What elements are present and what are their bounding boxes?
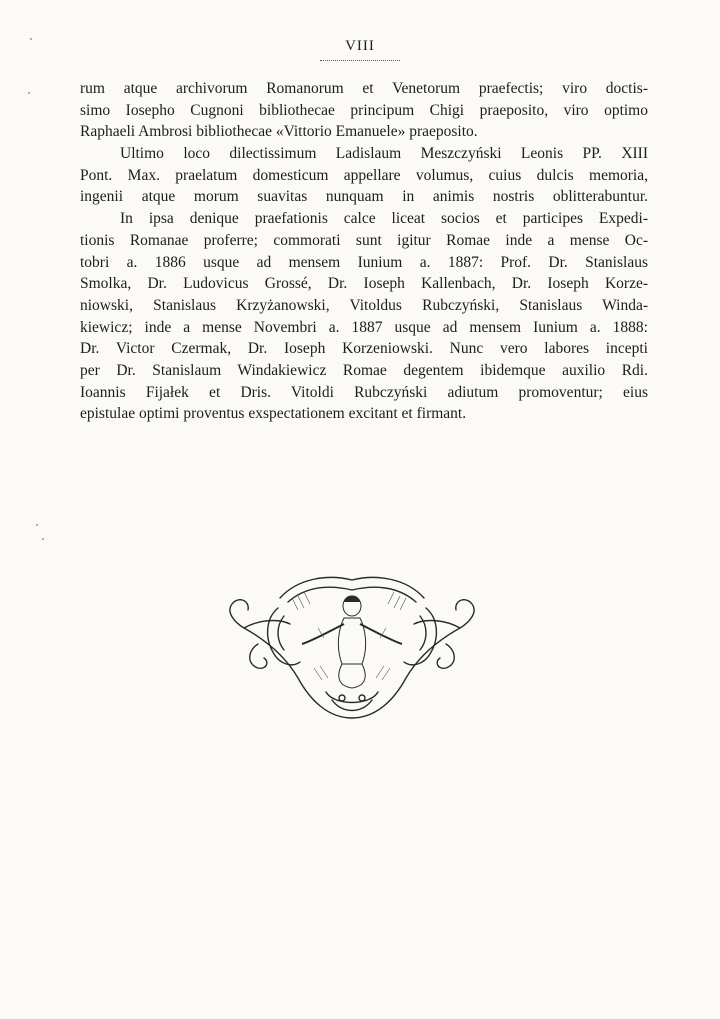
text-line: Dr. Victor Czermak, Dr. Ioseph Korzeniowski. Nunc vero labores incepti — [80, 340, 648, 358]
decorative-vignette-icon — [218, 568, 486, 728]
text-line: Smolka, Dr. Ludovicus Grossé, Dr. Ioseph Kallenbach, Dr. Ioseph Korze- — [80, 275, 648, 293]
text-line: per Dr. Stanislaum Windakiewicz Romae degentem ibidemque auxilio Rdi. — [80, 361, 648, 379]
scan-speck — [36, 524, 38, 526]
text-line: Raphaeli Ambrosi bibliothecae «Vittorio Emanuele» praeposito. — [80, 123, 478, 141]
page-number: VIII — [345, 38, 375, 54]
text-line: ingenii atque morum suavitas nunquam in animis nostris oblitterabuntur. — [80, 188, 648, 206]
text-line: tobri a. 1886 usque ad mensem Iunium a. 1887: Prof. Dr. Stanislaus — [80, 253, 648, 271]
page-number-rule — [320, 60, 400, 61]
text-line: epistulae optimi proventus exspectationem excitant et firmant. — [80, 405, 467, 423]
text-line: Pont. Max. praelatum domesticum appellare volumus, cuius dulcis memoria, — [80, 166, 648, 184]
text-line: simo Iosepho Cugnoni bibliothecae principum Chigi praeposito, viro optimo — [80, 101, 648, 119]
scan-speck — [30, 38, 32, 40]
scan-speck — [42, 538, 44, 540]
body-text — [80, 78, 648, 425]
text-line: In ipsa denique praefationis calce liceat socios et participes Expedi- — [120, 210, 648, 228]
text-line: niowski, Stanislaus Krzyżanowski, Vitoldus Rubczyński, Stanislaus Winda- — [80, 296, 648, 314]
text-line: tionis Romanae proferre; commorati sunt igitur Romae inde a mense Oc- — [80, 231, 648, 249]
text-line: kiewicz; inde a mense Novembri a. 1887 usque ad mensem Iunium a. 1888: — [80, 318, 648, 336]
text-line: Ioannis Fijałek et Dris. Vitoldi Rubczyński adiutum promoventur; eius — [80, 383, 648, 401]
scan-speck — [28, 92, 30, 94]
text-line: Ultimo loco dilectissimum Ladislaum Meszczyński Leonis PP. XIII — [120, 145, 648, 163]
text-line: rum atque archivorum Romanorum et Venetorum praefectis; viro doctis- — [80, 80, 648, 97]
